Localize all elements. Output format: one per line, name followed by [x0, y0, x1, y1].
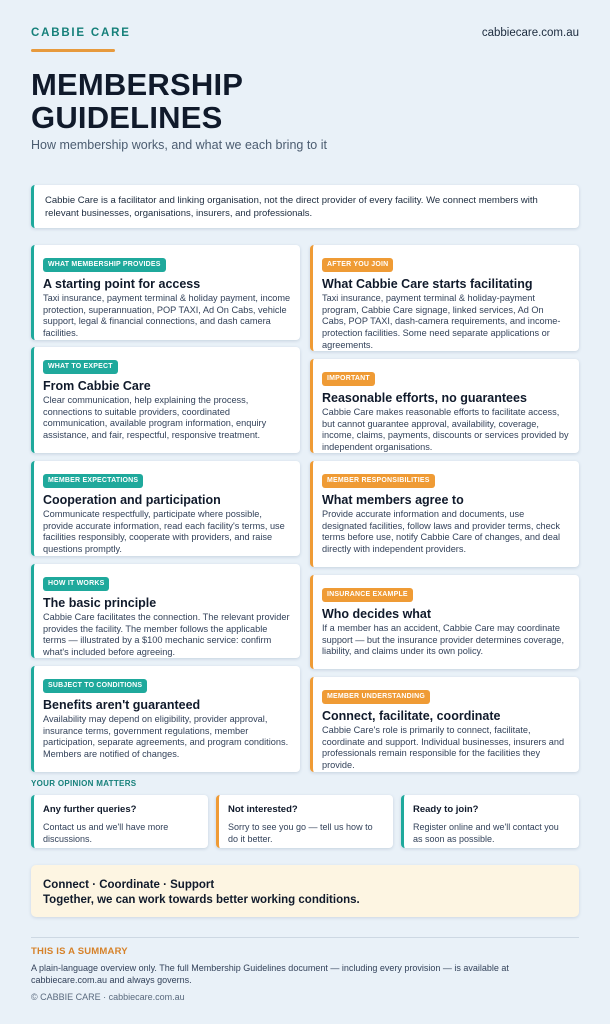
- title-line-2: GUIDELINES: [31, 100, 223, 135]
- card-body: Taxi insurance, payment terminal & holiday payment, income protection, superannuation, POP TAXI, Ad On Cabs, vehicle support, legal & financial connections, and dash camera facilities.: [43, 293, 291, 339]
- card-title: Benefits aren't guaranteed: [43, 698, 201, 712]
- card-after-you-join: [310, 245, 579, 351]
- card-badge: HOW IT WORKS: [43, 577, 109, 591]
- card-title: Who decides what: [322, 607, 432, 621]
- card-title: Reasonable efforts, no guarantees: [322, 391, 527, 405]
- card-member-understanding: [310, 677, 579, 772]
- card-badge: INSURANCE EXAMPLE: [322, 588, 413, 602]
- card-important: [310, 359, 579, 453]
- cta-line-1: Connect · Coordinate · Support: [43, 879, 215, 891]
- card-body: If a member has an accident, Cabbie Care may coordinate support — but the insurance provider determines coverage, liability, and claims under its own policy.: [322, 623, 565, 657]
- card-badge: MEMBER UNDERSTANDING: [322, 690, 430, 704]
- card-body: Cabbie Care facilitates the connection. The relevant provider provides the facility. The member follows the applicable terms — illustrated by a $100 mechanic service: confirm what's included before agreeing.: [43, 612, 290, 658]
- opinion-body: Contact us and we'll have more discussions.: [43, 822, 169, 844]
- opinion-body: Sorry to see you go — tell us how to do it better.: [228, 822, 373, 844]
- card-title: The basic principle: [43, 596, 157, 610]
- card-subject-to-conditions: [31, 666, 300, 772]
- card-badge: SUBJECT TO CONDITIONS: [43, 679, 147, 693]
- opinion-title: Ready to join?: [413, 804, 479, 815]
- brand-underline: [31, 49, 115, 52]
- card-insurance-example: [310, 575, 579, 669]
- card-member-responsibilities: [310, 461, 579, 567]
- opinion-card-not-interested[interactable]: [216, 795, 393, 848]
- title-line-1: MEMBERSHIP: [31, 67, 244, 102]
- card-badge: IMPORTANT: [322, 372, 375, 386]
- footer-text: © CABBIE CARE · cabbiecare.com.au: [31, 992, 185, 1002]
- card-member-expectations: [31, 461, 300, 556]
- card-body: Communicate respectfully, participate where possible, provide accurate information, read each facility's terms, use facilities responsibly, cooperate with providers, and raise questions promptly.: [43, 509, 285, 555]
- card-title: A starting point for access: [43, 277, 201, 291]
- opinion-title: Not interested?: [228, 804, 298, 815]
- card-what-membership-provides: [31, 245, 300, 340]
- opinion-title: Any further queries?: [43, 804, 137, 815]
- opinion-body: Register online and we'll contact you as soon as possible.: [413, 822, 559, 844]
- brand-name: CABBIE CARE: [31, 27, 131, 39]
- page-subtitle: How membership works, and what we each bring to it: [31, 138, 327, 152]
- card-title: What members agree to: [322, 493, 464, 507]
- opinion-section-label: YOUR OPINION MATTERS: [31, 779, 137, 788]
- card-badge: WHAT TO EXPECT: [43, 360, 118, 374]
- card-title: Cooperation and participation: [43, 493, 221, 507]
- card-body: Availability may depend on eligibility, provider approval, insurance terms, government regulations, member participation, separate agreements, and program conditions. Members are notified of changes.: [43, 714, 289, 760]
- card-body: Cabbie Care makes reasonable efforts to facilitate access, but cannot guarantee approval, availability, coverage, income, claims, payments, discounts or services provided by independent organisations.: [322, 407, 569, 453]
- cta-line-2: Together, we can work towards better working conditions.: [43, 894, 360, 906]
- summary-heading: THIS IS A SUMMARY: [31, 946, 128, 957]
- card-title: Connect, facilitate, coordinate: [322, 709, 501, 723]
- cta-banner: [31, 865, 579, 917]
- page-title: [31, 68, 243, 134]
- card-badge: AFTER YOU JOIN: [322, 258, 393, 272]
- intro-card: Cabbie Care is a facilitator and linking organisation, not the direct provider of every facility. We connect members with relevant businesses, organisations, insurers, and professionals.: [31, 185, 579, 228]
- card-body: Clear communication, help explaining the process, connections to suitable providers, coordinated communication, available program information, enquiry assistance, and fair, respectful, responsive treatment.: [43, 395, 267, 441]
- card-badge: MEMBER RESPONSIBILITIES: [322, 474, 435, 488]
- card-how-it-works: [31, 564, 300, 658]
- card-body: Taxi insurance, payment terminal & holiday-payment program, Cabbie Care signage, linked services, Ad On Cabs, POP TAXI, dash-camera requirements, and income-protection facilities. Some need separate applications or agreements.: [322, 293, 561, 350]
- card-badge: WHAT MEMBERSHIP PROVIDES: [43, 258, 166, 272]
- divider: [31, 937, 579, 938]
- card-body: Cabbie Care's role is primarily to connect, facilitate, coordinate and support. Individual businesses, insurers and professionals remain responsible for the facilities they provide.: [322, 725, 565, 771]
- card-badge: MEMBER EXPECTATIONS: [43, 474, 143, 488]
- site-link[interactable]: cabbiecare.com.au: [481, 27, 579, 39]
- opinion-card-queries[interactable]: [31, 795, 208, 848]
- card-title: What Cabbie Care starts facilitating: [322, 277, 533, 291]
- card-title: From Cabbie Care: [43, 379, 151, 393]
- card-body: Provide accurate information and documents, use designated facilities, follow laws and provider terms, check terms before use, notify Cabbie Care of changes, and deal directly with independent providers.: [322, 509, 560, 555]
- summary-body: A plain-language overview only. The full Membership Guidelines document — including every provision — is available at cabbiecare.com.au and always governs.: [31, 963, 509, 985]
- opinion-card-ready-to-join[interactable]: [401, 795, 579, 848]
- card-what-to-expect: [31, 347, 300, 453]
